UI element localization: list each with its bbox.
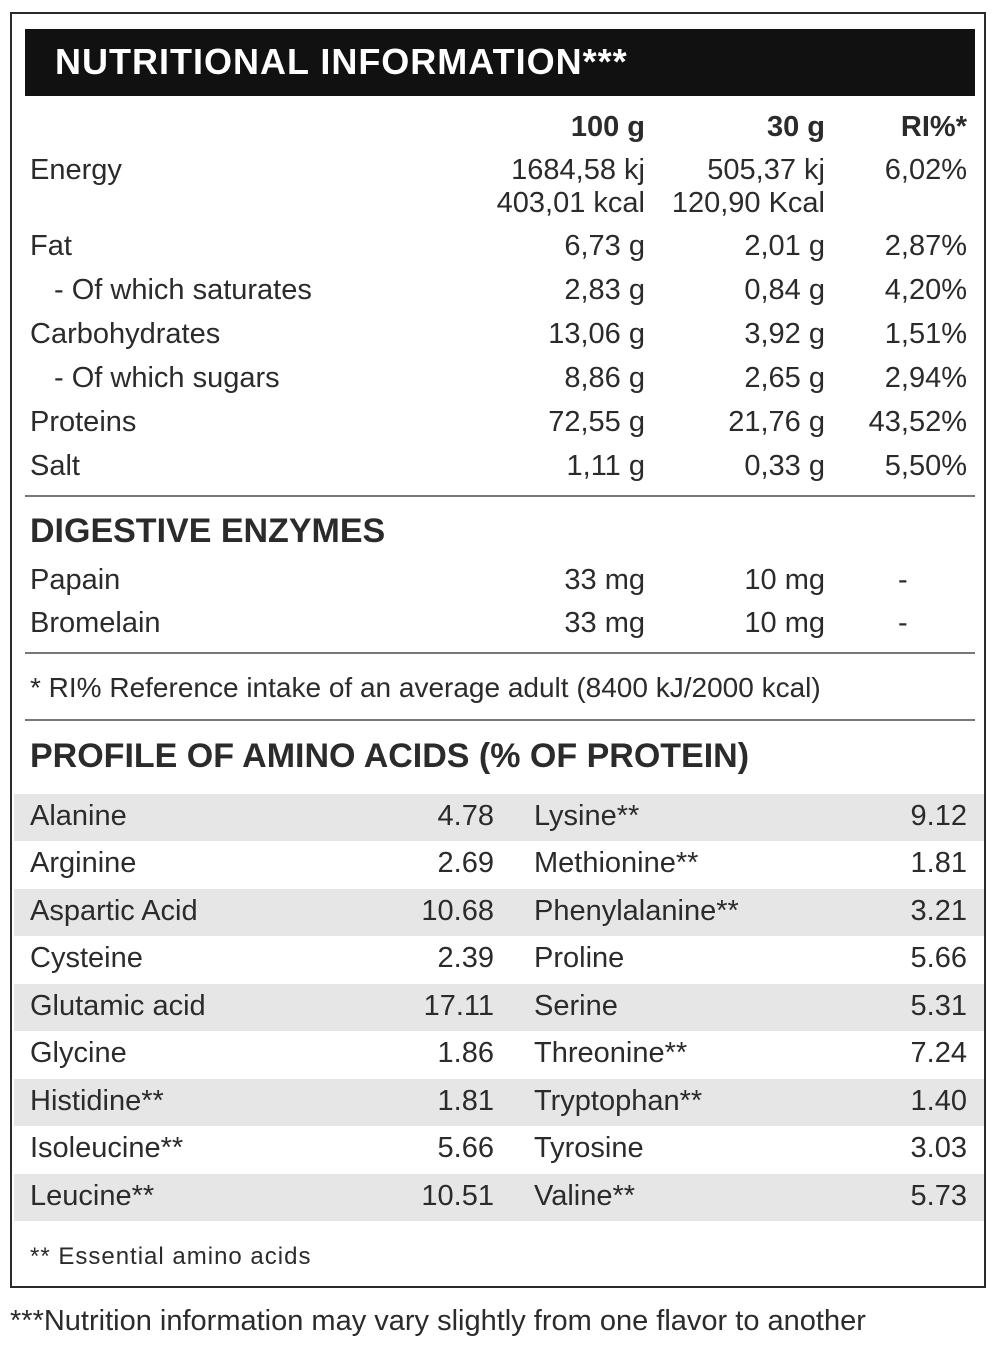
table-row (14, 794, 984, 841)
amino-value: 3.03 (910, 1132, 967, 1164)
amino-value: 1.81 (910, 847, 967, 879)
enzyme-value-100g: 33 mg (564, 607, 645, 639)
nutrient-value-100g-kcal: 403,01 kcal (496, 187, 645, 219)
title-bar (25, 29, 975, 96)
table-row (14, 1126, 984, 1173)
divider (25, 495, 975, 497)
amino-value: 5.73 (910, 1180, 967, 1212)
nutrient-label: Energy (30, 154, 122, 186)
enzyme-label: Papain (30, 564, 121, 596)
table-row (14, 984, 984, 1031)
nutrient-value-30g: 2,01 g (744, 230, 825, 262)
nutrient-value-ri: 6,02% (884, 154, 967, 186)
amino-name: Glycine (30, 1037, 127, 1069)
amino-name: Valine** (534, 1180, 636, 1212)
amino-name: Lysine** (534, 800, 640, 832)
amino-name: Proline (534, 942, 625, 974)
nutrient-value-30g-kcal: 120,90 Kcal (671, 187, 825, 219)
amino-name: Histidine** (30, 1085, 164, 1117)
amino-value: 17.11 (423, 990, 494, 1022)
divider (25, 652, 975, 654)
nutrient-value-30g: 2,65 g (744, 362, 825, 394)
amino-value: 9.12 (910, 800, 967, 832)
nutrition-panel (10, 12, 986, 1288)
nutrient-value-ri: 2,87% (884, 230, 967, 262)
amino-value: 3.21 (910, 895, 967, 927)
enzyme-value-ri: - (898, 564, 908, 596)
amino-name: Phenylalanine** (534, 895, 739, 927)
amino-name: Tryptophan** (534, 1085, 703, 1117)
amino-value: 7.24 (910, 1037, 967, 1069)
enzymes-heading: DIGESTIVE ENZYMES (30, 512, 386, 550)
amino-name: Leucine** (30, 1180, 155, 1212)
nutrient-value-30g: 21,76 g (728, 406, 825, 438)
amino-value: 1.40 (910, 1085, 967, 1117)
table-row (14, 1031, 984, 1078)
amino-name: Glutamic acid (30, 990, 206, 1022)
nutrient-value-ri: 2,94% (884, 362, 967, 394)
table-row (14, 1079, 984, 1126)
nutrient-value-30g: 0,84 g (744, 274, 825, 306)
nutrient-value-100g: 13,06 g (548, 318, 645, 350)
enzyme-label: Bromelain (30, 607, 161, 639)
nutrient-label: Fat (30, 230, 72, 262)
table-row (14, 841, 984, 888)
amino-value: 1.81 (437, 1085, 494, 1117)
amino-value: 5.31 (910, 990, 967, 1022)
table-row (14, 1174, 984, 1221)
enzyme-value-30g: 10 mg (744, 564, 825, 596)
amino-value: 2.39 (437, 942, 494, 974)
enzyme-value-100g: 33 mg (564, 564, 645, 596)
amino-name: Methionine** (534, 847, 699, 879)
table-row (14, 889, 984, 936)
nutrient-label: Salt (30, 450, 80, 482)
nutrient-value-100g: 6,73 g (564, 230, 645, 262)
column-header-100g: 100 g (570, 111, 645, 143)
amino-name: Threonine** (534, 1037, 688, 1069)
amino-value: 2.69 (437, 847, 494, 879)
nutrient-value-30g: 3,92 g (744, 318, 825, 350)
nutrient-value-100g: 72,55 g (548, 406, 645, 438)
ri-note: * RI% Reference intake of an average adult (8400 kJ/2000 kcal) (30, 672, 821, 703)
nutrient-value-ri: 5,50% (884, 450, 967, 482)
amino-name: Isoleucine** (30, 1132, 184, 1164)
amino-value: 10.68 (421, 895, 494, 927)
essential-note: ** Essential amino acids (30, 1243, 312, 1270)
nutrient-label: Carbohydrates (30, 318, 221, 350)
amino-name: Serine (534, 990, 618, 1022)
nutrient-label: - Of which saturates (54, 274, 312, 306)
column-header-30g: 30 g (766, 111, 825, 143)
column-header-ri: RI%* (900, 111, 967, 143)
amino-value: 5.66 (437, 1132, 494, 1164)
amino-name: Alanine (30, 800, 127, 832)
amino-name: Cysteine (30, 942, 143, 974)
amino-heading: PROFILE OF AMINO ACIDS (% OF PROTEIN) (30, 737, 750, 775)
nutrient-value-100g: 2,83 g (564, 274, 645, 306)
footer-note: ***Nutrition information may vary slightly from one flavor to another (10, 1305, 866, 1337)
amino-name: Tyrosine (534, 1132, 644, 1164)
nutrient-value-ri: 4,20% (884, 274, 967, 306)
nutrient-value-100g: 8,86 g (564, 362, 645, 394)
nutrient-value-100g: 1,11 g (566, 450, 645, 482)
enzyme-value-ri: - (898, 607, 908, 639)
nutrient-value-ri: 1,51% (884, 318, 967, 350)
amino-value: 10.51 (421, 1180, 494, 1212)
nutrient-label: - Of which sugars (54, 362, 280, 394)
table-row (14, 936, 984, 983)
enzyme-value-30g: 10 mg (744, 607, 825, 639)
amino-name: Aspartic Acid (30, 895, 198, 927)
divider (25, 719, 975, 721)
nutrient-value-100g: 1684,58 kj (511, 154, 645, 186)
panel-title: NUTRITIONAL INFORMATION*** (55, 41, 628, 82)
nutrient-value-30g: 0,33 g (744, 450, 825, 482)
nutrient-value-ri: 43,52% (868, 406, 967, 438)
nutrient-value-30g: 505,37 kj (707, 154, 825, 186)
amino-name: Arginine (30, 847, 137, 879)
nutrient-label: Proteins (30, 406, 137, 438)
amino-value: 1.86 (437, 1037, 494, 1069)
amino-value: 4.78 (437, 800, 494, 832)
amino-value: 5.66 (910, 942, 967, 974)
